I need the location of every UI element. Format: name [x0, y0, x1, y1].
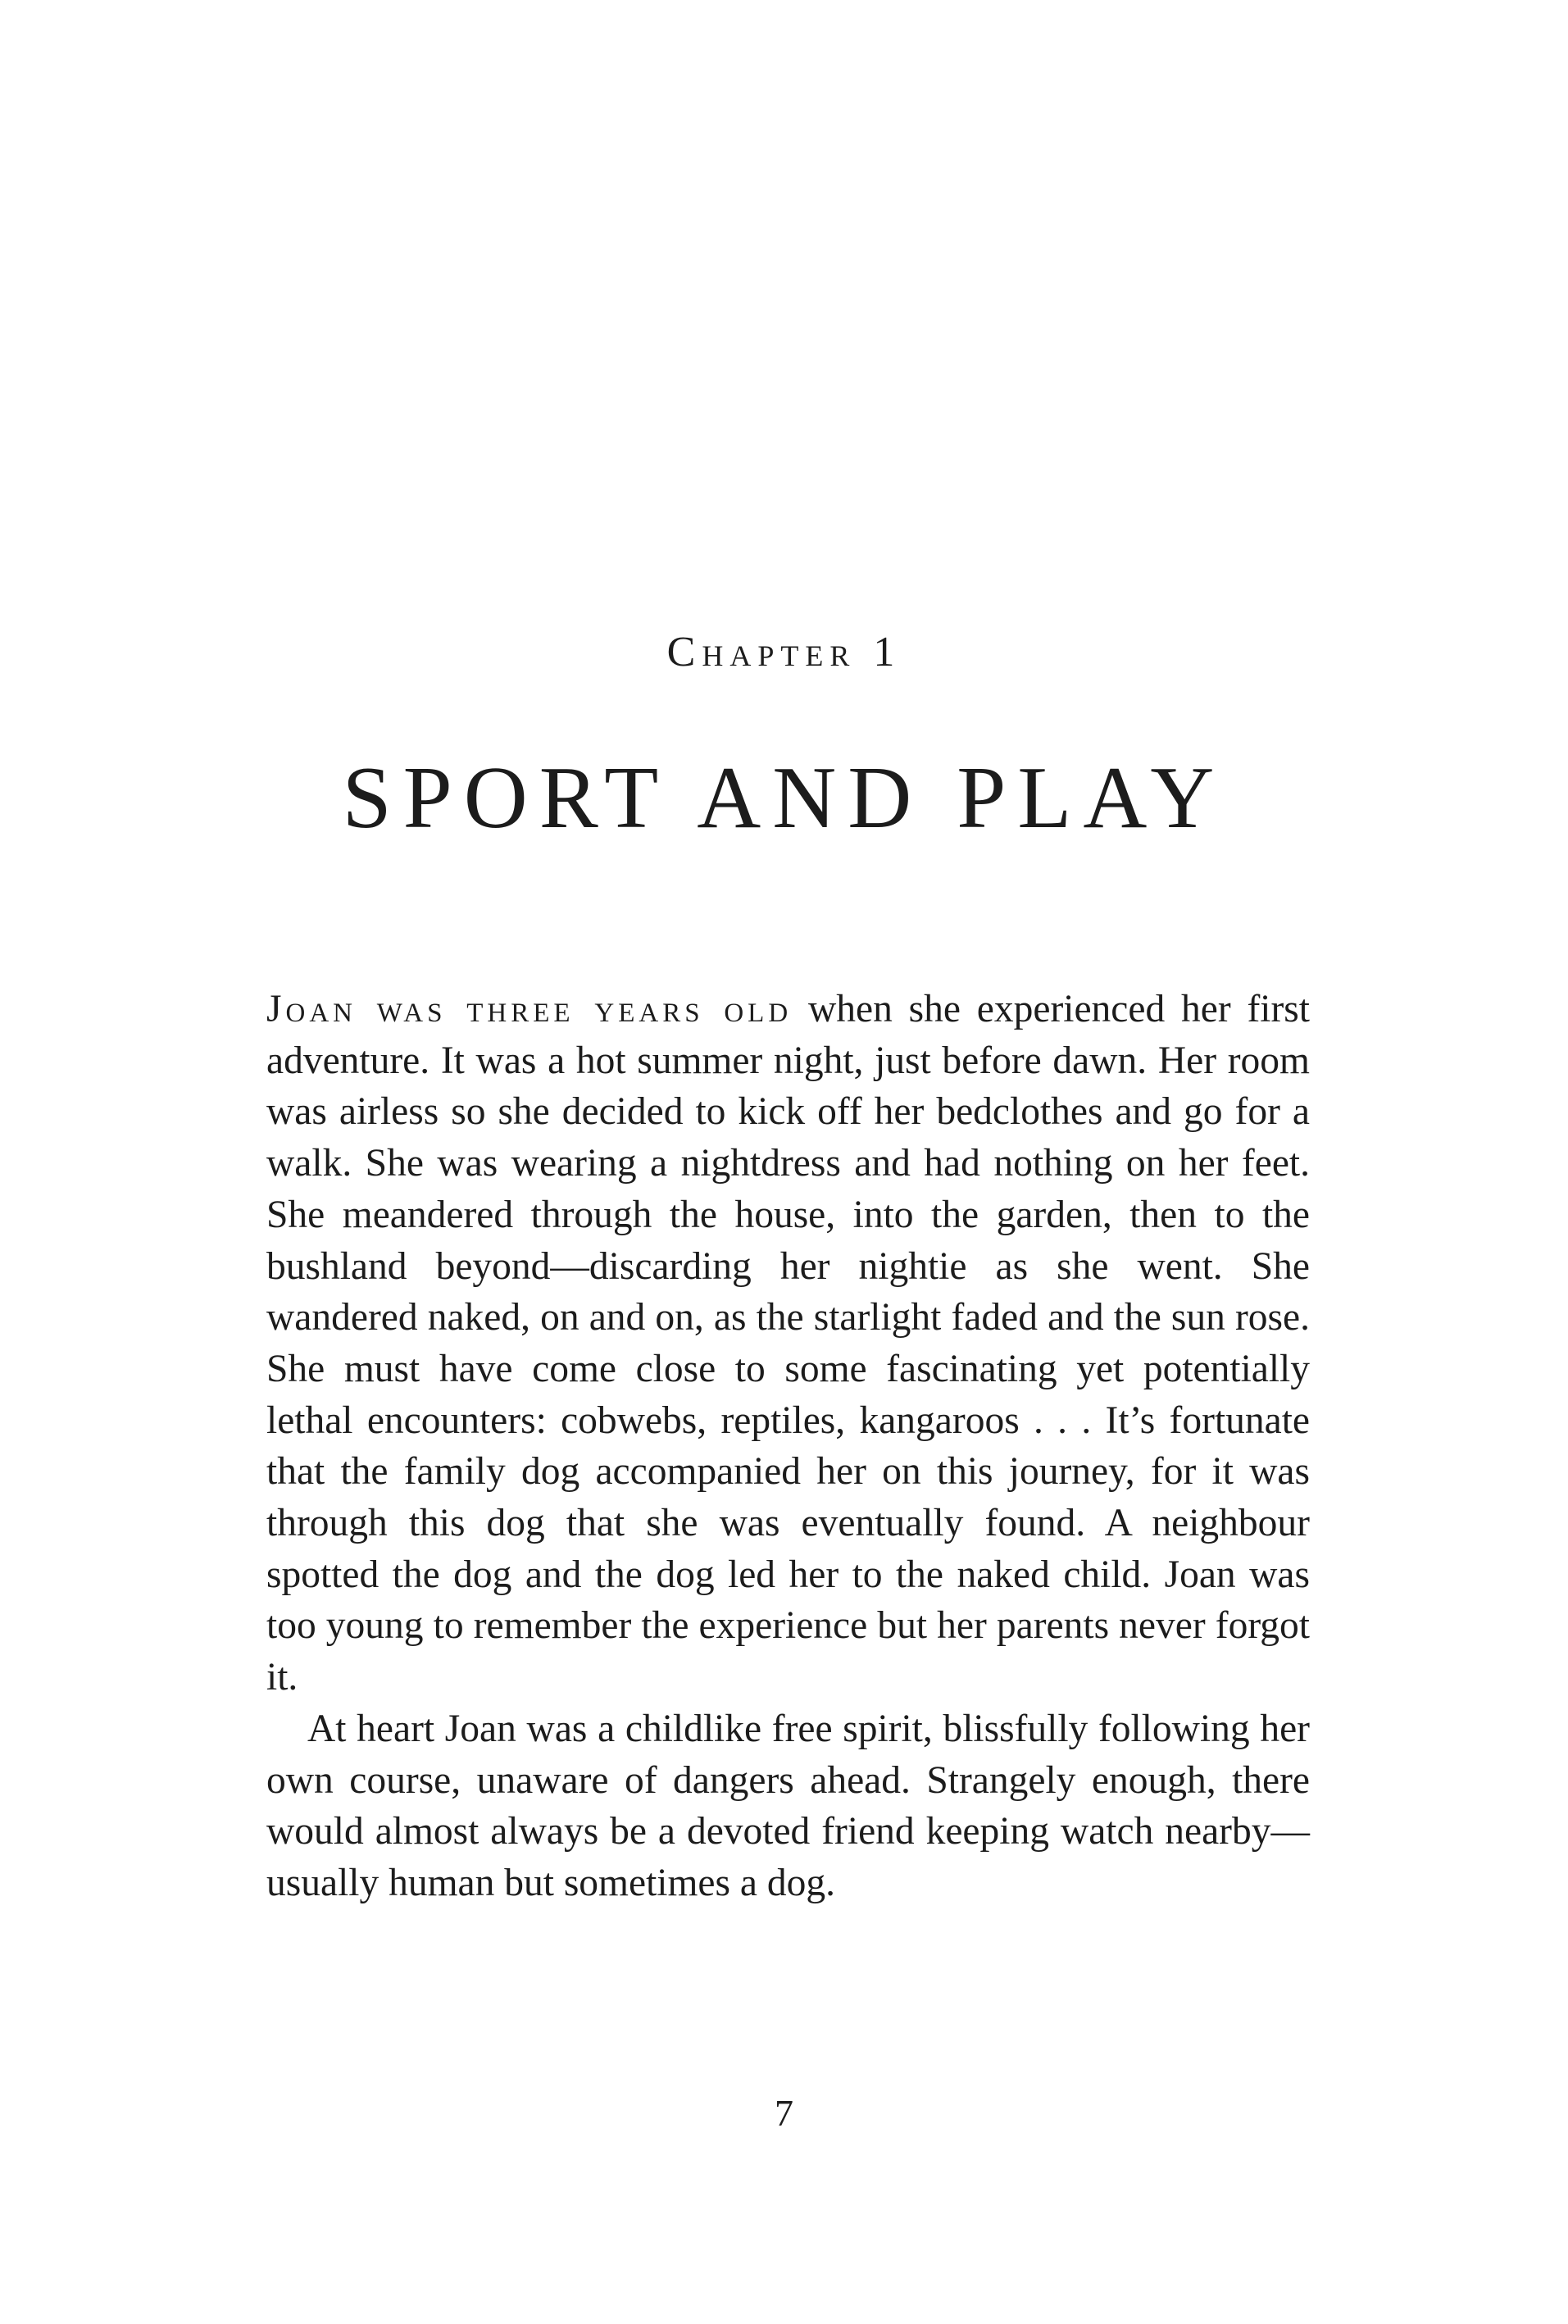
- chapter-title: SPORT AND PLAY: [342, 749, 1226, 847]
- paragraph-lead-in: Joan was three years old: [266, 988, 793, 1030]
- chapter-body: [266, 984, 1310, 1909]
- paragraph-2: At heart Joan was a childlike free spirit, blissfully following her own course, unaware of dangers ahead. Strangely enough, there would almost always be a devoted friend keeping watch nearby—usually human but sometimes a dog.: [266, 1707, 1310, 1904]
- page-number: 7: [775, 2092, 793, 2134]
- paragraph-1-text: when she experienced her first adventure. It was a hot summer night, just before dawn. Her room was airless so she decided to kick off her bedclothes and go for a walk. She was wearing a nightdress and had nothing on her feet. She meandered through the house, into the garden, then to the bushland beyond—discarding her nightie as she went. She wandered naked, on and on, as the starlight faded and the sun rose. She must have come close to some fascinating yet potentially lethal encounters: cobwebs, reptiles, kangaroos . . . It’s fortunate that the family dog accompanied her on this journey, for it was through this dog that she was eventually found. A neighbour spotted the dog and the dog led her to the naked child. Joan was too young to remember the experience but her parents never forgot it.: [266, 988, 1310, 1699]
- chapter-label: Chapter 1: [666, 629, 902, 675]
- paragraph-1: [266, 984, 1310, 1703]
